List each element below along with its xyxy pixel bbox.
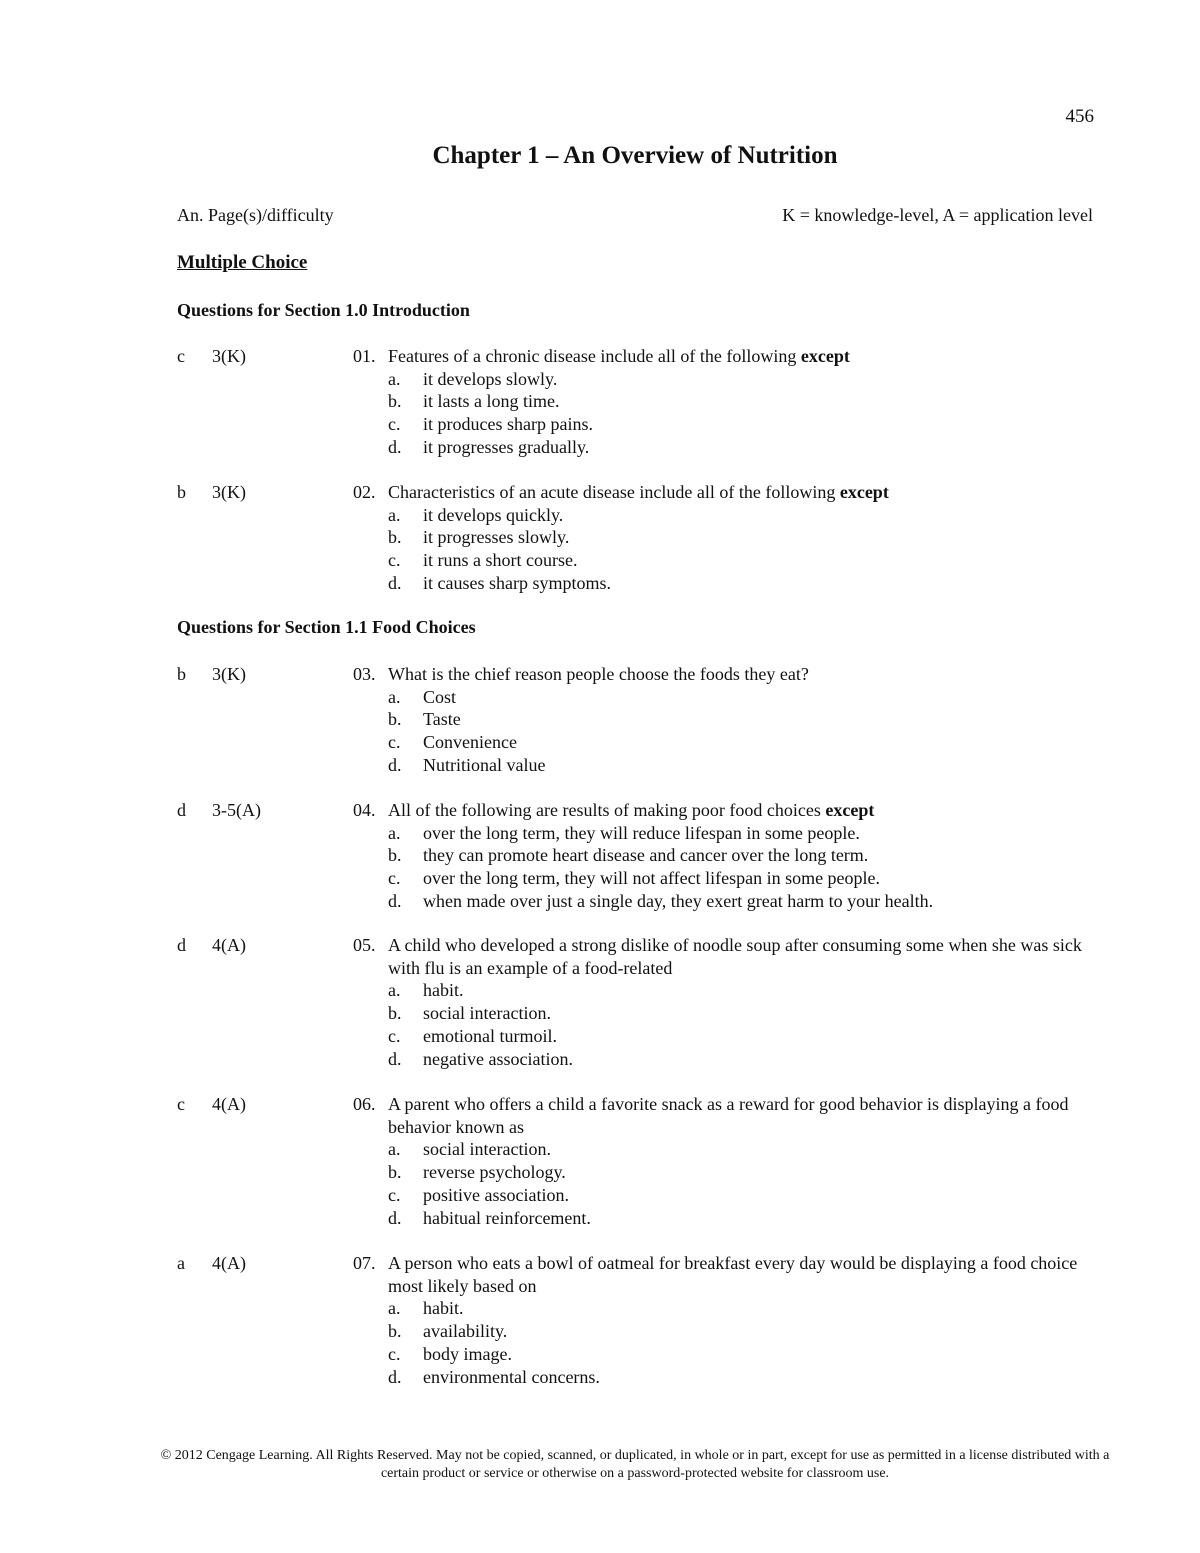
question-stem-emphasis: except [800,346,850,366]
option-letter: c. [388,414,401,435]
answer-option [388,708,1107,731]
page-difficulty: 3(K) [212,664,246,684]
option-text: Convenience [423,732,517,753]
option-letter: d. [388,754,402,775]
option-text: it develops quickly. [423,504,564,525]
answer-option [388,1184,1107,1207]
option-text: environmental concerns. [423,1366,600,1387]
option-letter: a. [388,686,401,707]
option-letter: b. [388,391,402,412]
page-difficulty: 4(A) [212,935,246,955]
question-stem-text: What is the chief reason people choose the foods they eat? [388,664,809,684]
answer-option [388,890,1107,913]
option-letter: b. [388,1003,402,1024]
option-text: over the long term, they will not affect lifespan in some people. [423,868,881,889]
answer-option [388,504,1107,527]
question-number: 05. [353,935,376,955]
answer-option [388,436,1107,459]
answer-option [388,1002,1107,1025]
question-stem [388,663,1107,686]
option-text: it causes sharp symptoms. [423,572,611,593]
question-stem [388,481,1107,504]
question-item [177,481,1107,595]
answer-option [388,1138,1107,1161]
answer-option [388,549,1107,572]
question-stem-text: A child who developed a strong dislike of noodle soup after consuming some when she was sick with flu is an example of a food-related [388,935,1082,978]
answer-option [388,867,1107,890]
option-text: over the long term, they will reduce lifespan in some people. [423,822,860,843]
answer-key: a [177,1253,185,1273]
answer-option [388,1207,1107,1230]
answer-option [388,1366,1107,1389]
question-item [177,663,1107,777]
question-stem [388,934,1107,979]
answer-option [388,731,1107,754]
option-text: habit. [423,980,464,1001]
option-text: body image. [423,1343,512,1364]
answer-option [388,1297,1107,1320]
answer-key: d [177,935,186,955]
answer-option [388,526,1107,549]
option-text: Cost [423,686,457,707]
answer-key: b [177,482,186,502]
question-number: 02. [353,482,376,502]
legend-right: K = knowledge-level, A = application level [782,205,1093,225]
option-letter: d. [388,890,402,911]
option-letter: c. [388,550,401,571]
option-text: Taste [423,709,461,730]
question-item [177,1093,1107,1229]
page-title: Chapter 1 – An Overview of Nutrition [432,142,838,169]
question-stem-emphasis: except [825,800,875,820]
answer-key: c [177,346,185,366]
section-title: Multiple Choice [177,252,308,273]
option-letter: d. [388,1366,402,1387]
option-text: availability. [423,1321,508,1342]
question-number: 04. [353,800,376,820]
option-letter: b. [388,527,402,548]
question-stem [388,1093,1107,1138]
option-letter: d. [388,1207,402,1228]
option-letter: c. [388,732,401,753]
option-letter: a. [388,1139,401,1160]
question-number: 07. [353,1253,376,1273]
option-text: positive association. [423,1184,569,1205]
question-stem [388,345,1107,368]
option-letter: b. [388,1321,402,1342]
page-difficulty: 3-5(A) [212,800,261,820]
answer-option [388,1025,1107,1048]
question-stem [388,1252,1107,1297]
option-text: social interaction. [423,1139,551,1160]
option-text: it lasts a long time. [423,391,560,412]
question-stem-text: All of the following are results of making poor food choices [388,800,826,820]
option-text: it develops slowly. [423,368,558,389]
question-item [177,345,1107,459]
option-letter: c. [388,868,401,889]
option-text: it progresses slowly. [423,527,570,548]
answer-option [388,822,1107,845]
option-text: it runs a short course. [423,550,578,571]
option-letter: b. [388,1162,402,1183]
option-text: emotional turmoil. [423,1025,557,1046]
page-difficulty: 3(K) [212,482,246,502]
answer-key: d [177,800,186,820]
option-text: when made over just a single day, they exert great harm to your health. [423,890,934,911]
option-letter: a. [388,1298,401,1319]
subsection-heading: Questions for Section 1.1 Food Choices [177,617,476,637]
option-text: reverse psychology. [423,1162,566,1183]
question-number: 01. [353,346,376,366]
page-difficulty: 3(K) [212,346,246,366]
answer-option [388,686,1107,709]
option-letter: d. [388,572,402,593]
option-letter: c. [388,1343,401,1364]
option-text: Nutritional value [423,754,546,775]
answer-key: b [177,664,186,684]
subsection-heading: Questions for Section 1.0 Introduction [177,300,470,320]
legend-left: An. Page(s)/difficulty [177,205,334,225]
option-text: it progresses gradually. [423,436,590,457]
answer-option [388,390,1107,413]
option-text: social interaction. [423,1003,551,1024]
answer-option [388,844,1107,867]
question-item [177,1252,1107,1388]
answer-option [388,1320,1107,1343]
answer-option [388,1161,1107,1184]
answer-option [388,1048,1107,1071]
question-number: 03. [353,664,376,684]
option-text: habitual reinforcement. [423,1207,591,1228]
option-letter: b. [388,709,402,730]
question-item [177,934,1107,1070]
option-letter: a. [388,368,401,389]
option-letter: d. [388,436,402,457]
question-stem [388,799,1107,822]
option-text: it produces sharp pains. [423,414,593,435]
page-difficulty: 4(A) [212,1253,246,1273]
answer-option [388,572,1107,595]
answer-key: c [177,1094,185,1114]
page-number: 456 [1065,106,1094,127]
option-letter: c. [388,1025,401,1046]
option-letter: d. [388,1048,402,1069]
page-difficulty: 4(A) [212,1094,246,1114]
option-letter: c. [388,1184,401,1205]
option-letter: a. [388,980,401,1001]
question-stem-text: Characteristics of an acute disease include all of the following [388,482,840,502]
question-stem-text: A person who eats a bowl of oatmeal for breakfast every day would be displaying a food choice most likely based on [388,1253,1078,1296]
option-letter: a. [388,822,401,843]
option-letter: b. [388,845,402,866]
option-letter: a. [388,504,401,525]
question-stem-text: A parent who offers a child a favorite snack as a reward for good behavior is displaying a food behavior known as [388,1094,1069,1137]
question-stem-emphasis: except [839,482,889,502]
question-stem-text: Features of a chronic disease include all of the following [388,346,801,366]
question-item [177,799,1107,913]
answer-option [388,413,1107,436]
copyright-footer: © 2012 Cengage Learning. All Rights Reserved. May not be copied, scanned, or duplicated, in whole or in part, except for use as permitted in a license distributed with a certain product or service or otherwise on a password-protected website for classroom use. [160,1448,1110,1481]
answer-option [388,754,1107,777]
option-text: they can promote heart disease and cancer over the long term. [423,845,869,866]
answer-option [388,1343,1107,1366]
option-text: negative association. [423,1048,573,1069]
answer-option [388,368,1107,391]
question-number: 06. [353,1094,376,1114]
option-text: habit. [423,1298,464,1319]
answer-option [388,979,1107,1002]
